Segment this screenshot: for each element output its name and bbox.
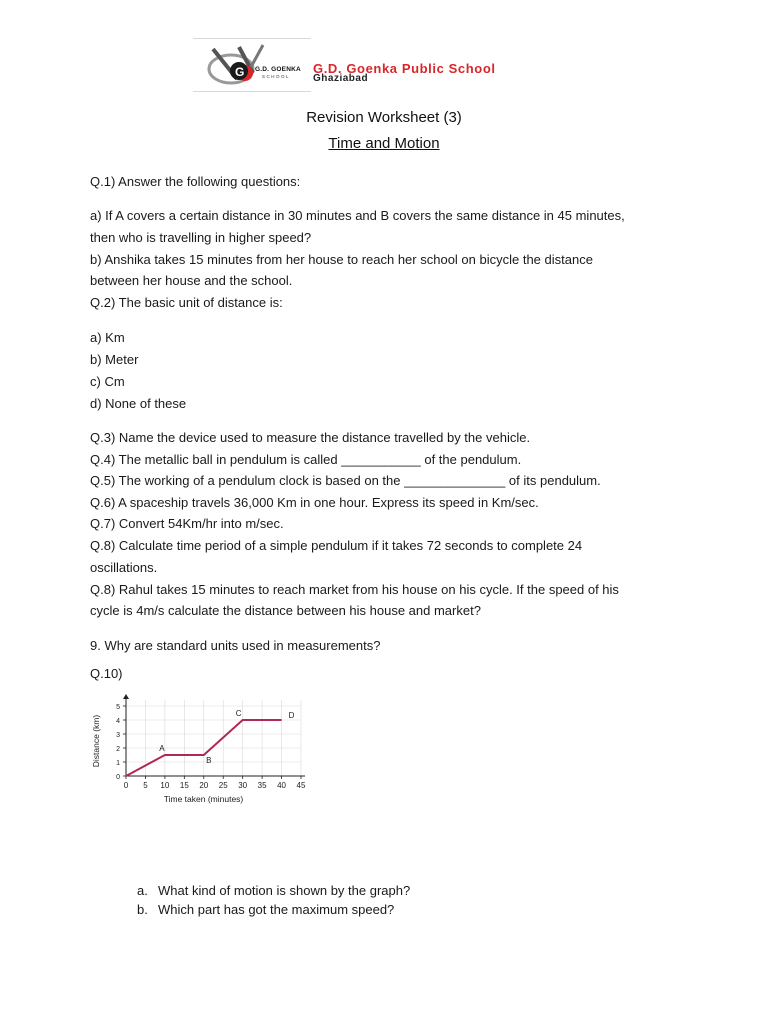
question-line: between her house and the school. [90, 273, 293, 288]
question-line: Q.3) Name the device used to measure the distance travelled by the vehicle. [90, 430, 531, 445]
question-line: Q.4) The metallic ball in pendulum is called ___________ of the pendulum. [90, 452, 522, 467]
question-line: Q.2) The basic unit of distance is: [90, 295, 283, 310]
y-tick-label: 3 [116, 732, 120, 739]
question-line: Q.1) Answer the following questions: [90, 174, 301, 189]
y-axis-arrow [123, 694, 129, 699]
x-tick-label: 15 [179, 781, 189, 790]
school-name: G.D. Goenka Public School [313, 61, 496, 76]
question-line: Q.8) Rahul takes 15 minutes to reach market from his house on his cycle. If the speed of his [90, 582, 619, 597]
school-logo [193, 38, 311, 92]
worksheet-subtitle: Time and Motion [328, 135, 440, 152]
question-line: b) Anshika takes 15 minutes from her house to reach her school on bicycle the distance [90, 252, 593, 267]
y-tick-label: 2 [116, 746, 120, 753]
point-label: B [206, 756, 212, 765]
x-tick-label: 0 [123, 781, 129, 790]
sub-question-text: What kind of motion is shown by the graph? [158, 883, 411, 898]
option-line: c) Cm [90, 374, 125, 389]
x-tick-label: 5 [143, 781, 148, 790]
y-axis-label: Distance (km) [91, 714, 101, 768]
question-line: a) If A covers a certain distance in 30 minutes and B covers the same distance in 45 minutes, [90, 208, 625, 223]
x-tick-label: 25 [218, 781, 228, 790]
sub-question-marker: a. [137, 883, 148, 898]
question-line: then who is travelling in higher speed? [90, 230, 312, 245]
point-label: D [288, 711, 295, 720]
question-line: Q.10) [90, 666, 123, 681]
question-line: Q.5) The working of a pendulum clock is based on the ______________ of its pendulum. [90, 473, 601, 488]
question-line: Q.6) A spaceship travels 36,000 Km in one hour. Express its speed in Km/sec. [90, 495, 539, 510]
logo-subtext: SCHOOL [262, 74, 291, 79]
worksheet-title: Revision Worksheet (3) [306, 109, 462, 126]
question-line: 9. Why are standard units used in measurements? [90, 638, 381, 653]
x-tick-label: 45 [296, 781, 306, 790]
y-tick-label: 1 [116, 760, 120, 767]
sub-question-text: Which part has got the maximum speed? [158, 902, 395, 917]
y-tick-label: 4 [116, 718, 120, 725]
option-line: a) Km [90, 330, 125, 345]
option-line: b) Meter [90, 352, 139, 367]
point-label: C [235, 709, 242, 718]
question-line: oscillations. [90, 560, 158, 575]
distance-time-graph [86, 692, 316, 812]
sub-question-b [137, 902, 394, 918]
y-tick-label: 0 [116, 774, 120, 781]
point-label: A [159, 744, 165, 753]
question-line: Q.8) Calculate time period of a simple pendulum if it takes 72 seconds to complete 24 [90, 538, 583, 553]
x-tick-label: 10 [160, 781, 170, 790]
school-city: Ghaziabad [313, 73, 369, 84]
logo-emblem-icon [193, 39, 311, 91]
x-tick-label: 35 [257, 781, 267, 790]
sub-question-marker: b. [137, 902, 148, 917]
question-line: cycle is 4m/s calculate the distance between his house and market? [90, 603, 481, 618]
sub-question-a [137, 883, 410, 899]
option-line: d) None of these [90, 396, 187, 411]
x-axis-label: Time taken (minutes) [163, 794, 244, 804]
svg-text:G: G [235, 65, 245, 79]
x-tick-label: 30 [238, 781, 248, 790]
x-tick-label: 40 [277, 781, 287, 790]
question-line: Q.7) Convert 54Km/hr into m/sec. [90, 516, 284, 531]
y-tick-label: 5 [116, 704, 120, 711]
logo-text: G.D. GOENKA [255, 66, 301, 73]
x-tick-label: 20 [199, 781, 209, 790]
